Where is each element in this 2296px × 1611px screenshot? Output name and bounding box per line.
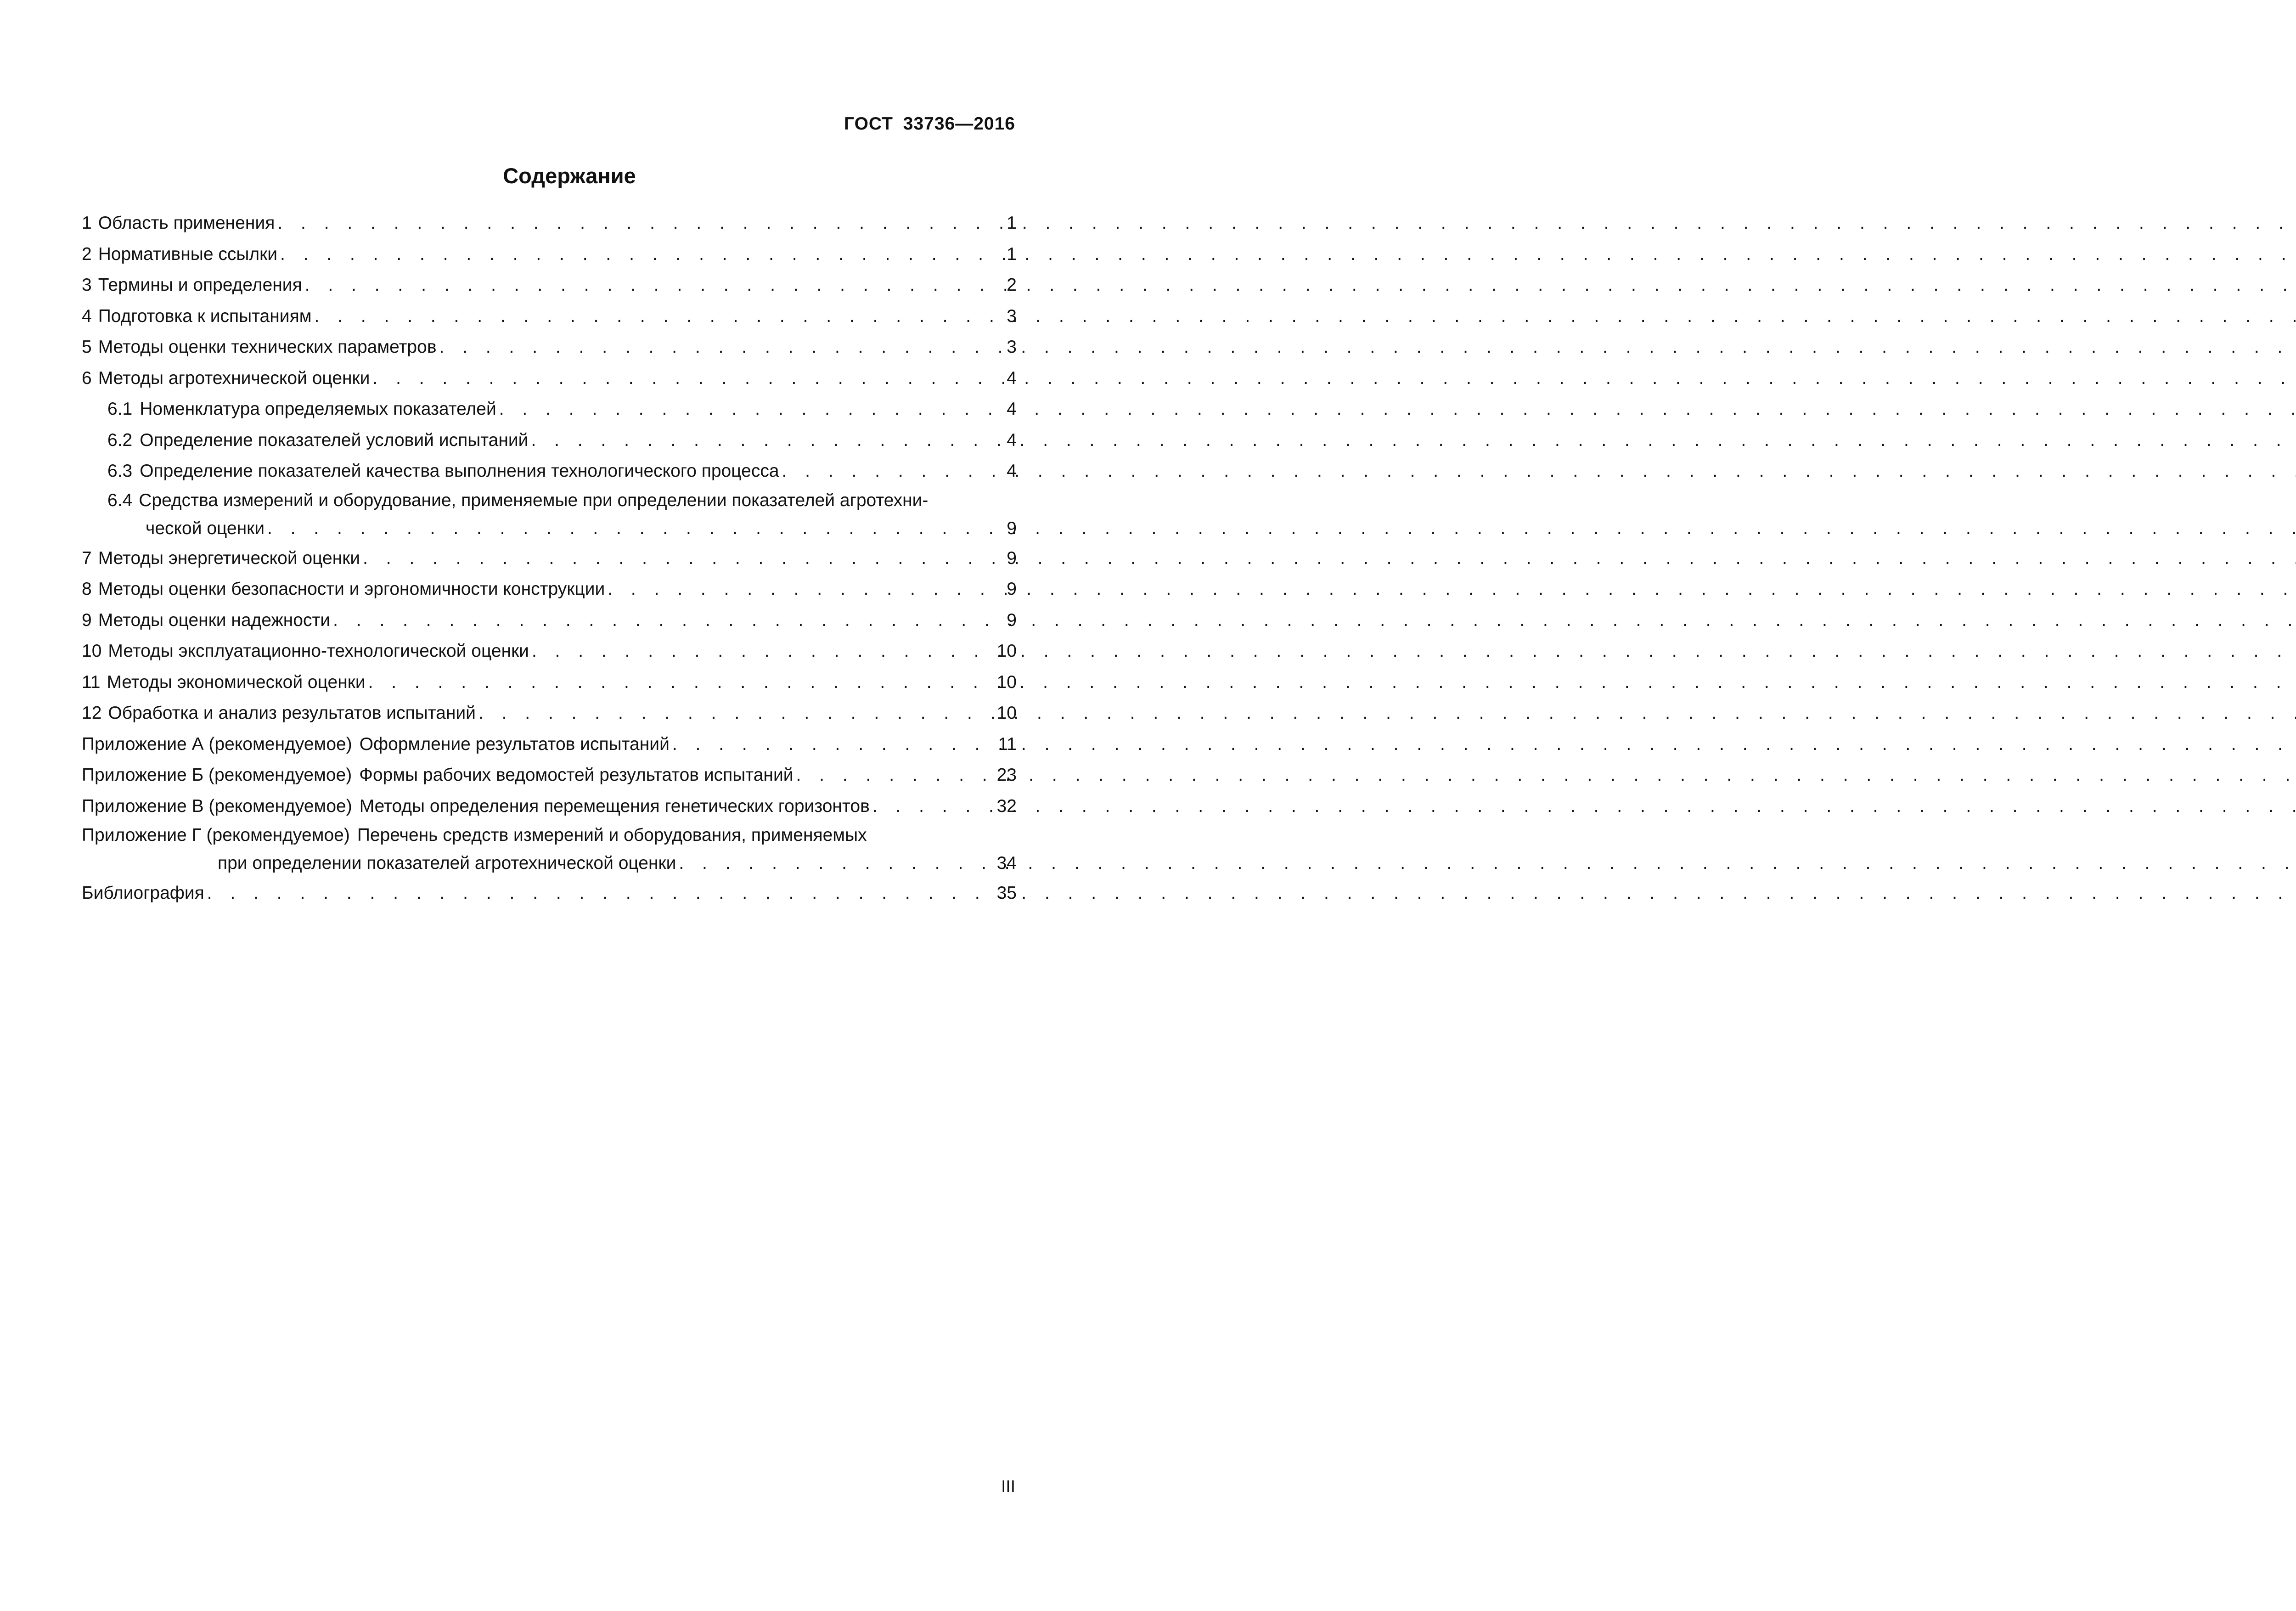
table-of-contents [82, 208, 1017, 909]
toc-entry-number: 8 [82, 579, 92, 599]
toc-entry-6-3[interactable] [82, 456, 1017, 487]
toc-entry-annex-a[interactable] [82, 729, 1017, 760]
toc-entry-number: 5 [82, 337, 92, 357]
toc-entry-5[interactable] [82, 332, 1017, 363]
dot-leader [204, 878, 993, 909]
toc-entry-title-line2: при определении показателей агротехнической оценки [218, 853, 676, 873]
toc-entry-6-4[interactable] [82, 487, 1017, 514]
dot-leader [676, 849, 993, 878]
toc-entry-page: 9 [1007, 579, 1017, 599]
toc-entry-title: Методы агротехнической оценки [98, 368, 370, 388]
toc-entry-page: 11 [998, 734, 1017, 754]
dot-leader [277, 239, 1003, 270]
toc-entry-annex-g[interactable] [82, 822, 1017, 849]
toc-entry-page: 23 [996, 765, 1017, 785]
standard-designation: ГОСТ 33736—2016 [844, 114, 1015, 134]
dot-leader [360, 543, 1003, 574]
toc-entry-page: 3 [1007, 337, 1017, 357]
dot-leader [605, 574, 1003, 605]
dot-leader [870, 791, 993, 822]
toc-entry-page: 35 [996, 883, 1017, 903]
toc-entry-title: Оформление результатов испытаний [359, 734, 670, 754]
toc-entry-number: 10 [82, 641, 102, 661]
toc-entry-3[interactable] [82, 270, 1017, 301]
toc-entry-page: 10 [996, 641, 1017, 661]
toc-entry-number: 11 [82, 672, 101, 692]
dot-leader [302, 270, 1003, 301]
toc-entry-annex-b[interactable] [82, 760, 1017, 791]
toc-entry-page: 2 [1007, 275, 1017, 295]
toc-entry-page: 10 [996, 672, 1017, 692]
toc-entry-page: 9 [1007, 548, 1017, 568]
dot-leader [779, 456, 1003, 487]
toc-entry-title: Методы энергетической оценки [98, 548, 360, 568]
toc-entry-number: 4 [82, 306, 92, 326]
toc-entry-title-line1: Средства измерений и оборудование, применяемые при определении показателей агротехни- [139, 490, 929, 510]
toc-entry-page: 10 [996, 703, 1017, 723]
annex-label: Приложение Г (рекомендуемое) [82, 825, 350, 845]
toc-entry-annex-g-continued[interactable] [82, 849, 1017, 878]
toc-entry-title: Методы оценки надежности [98, 610, 331, 630]
toc-entry-page: 34 [996, 853, 1017, 873]
toc-entry-page: 9 [1007, 610, 1017, 630]
toc-entry-title: Методы экономической оценки [107, 672, 366, 692]
toc-entry-6-1[interactable] [82, 394, 1017, 425]
toc-entry-bibliography[interactable] [82, 878, 1017, 909]
toc-entry-page: 9 [1007, 518, 1017, 538]
dot-leader [793, 760, 993, 791]
toc-entry-title: Область применения [98, 213, 275, 233]
toc-entry-title: Нормативные ссылки [98, 244, 277, 264]
toc-entry-title-line1: Перечень средств измерений и оборудования, применяемых [357, 825, 867, 845]
toc-entry-number: 7 [82, 548, 92, 568]
toc-entry-title: Номенклатура определяемых показателей [140, 399, 496, 419]
dot-leader [437, 332, 1003, 363]
toc-entry-title: Формы рабочих ведомостей результатов испытаний [359, 765, 793, 785]
toc-entry-page: 4 [1007, 430, 1017, 450]
toc-entry-page: 3 [1007, 306, 1017, 326]
toc-entry-title: Обработка и анализ результатов испытаний [108, 703, 476, 723]
toc-entry-number: 6.2 [107, 430, 133, 450]
toc-entry-number: 12 [82, 703, 102, 723]
toc-entry-11[interactable] [82, 667, 1017, 698]
dot-leader [275, 208, 1003, 239]
page-title: Содержание [503, 163, 636, 188]
dot-leader [528, 425, 1003, 456]
toc-entry-page: 4 [1007, 461, 1017, 481]
toc-entry-title: Термины и определения [98, 275, 302, 295]
toc-entry-7[interactable] [82, 543, 1017, 574]
toc-entry-title: Подготовка к испытаниям [98, 306, 312, 326]
annex-label: Приложение А (рекомендуемое) [82, 734, 352, 754]
dot-leader [476, 698, 993, 729]
toc-entry-number: 9 [82, 610, 92, 630]
toc-entry-6[interactable] [82, 363, 1017, 394]
toc-entry-8[interactable] [82, 574, 1017, 605]
toc-entry-number: 6.4 [107, 490, 133, 510]
toc-entry-title: Определение показателей качества выполнения технологического процесса [140, 461, 779, 481]
page-number: III [1001, 1477, 1015, 1496]
dot-leader [496, 394, 1003, 425]
dot-leader [312, 301, 1003, 332]
toc-entry-title: Методы оценки безопасности и эргономичности конструкции [98, 579, 605, 599]
toc-entry-page: 4 [1007, 368, 1017, 388]
toc-entry-title: Методы эксплуатационно-технологической оценки [108, 641, 529, 661]
toc-entry-annex-v[interactable] [82, 791, 1017, 822]
dot-leader [330, 605, 1003, 636]
toc-entry-number: 2 [82, 244, 92, 264]
toc-entry-number: 1 [82, 213, 92, 233]
toc-entry-6-2[interactable] [82, 425, 1017, 456]
toc-entry-page: 32 [996, 796, 1017, 816]
toc-entry-number: 6.1 [107, 399, 133, 419]
toc-entry-title-line2: ческой оценки [146, 518, 264, 538]
toc-entry-number: 3 [82, 275, 92, 295]
dot-leader [529, 636, 993, 667]
toc-entry-title: Методы определения перемещения генетических горизонтов [359, 796, 870, 816]
toc-entry-page: 1 [1007, 213, 1017, 233]
dot-leader [366, 667, 993, 698]
toc-entry-title: Методы оценки технических параметров [98, 337, 437, 357]
toc-entry-9[interactable] [82, 605, 1017, 636]
toc-entry-1[interactable] [82, 208, 1017, 239]
toc-entry-6-4-continued[interactable] [82, 514, 1017, 543]
dot-leader [670, 729, 995, 760]
toc-entry-page: 1 [1007, 244, 1017, 264]
toc-entry-number: 6 [82, 368, 92, 388]
toc-entry-2[interactable] [82, 239, 1017, 270]
dot-leader [264, 514, 1003, 543]
annex-label: Приложение В (рекомендуемое) [82, 796, 352, 816]
toc-entry-page: 4 [1007, 399, 1017, 419]
dot-leader [370, 363, 1003, 394]
toc-entry-10[interactable] [82, 636, 1017, 667]
toc-entry-title: Библиография [82, 883, 204, 903]
toc-entry-title: Определение показателей условий испытаний [140, 430, 529, 450]
annex-label: Приложение Б (рекомендуемое) [82, 765, 352, 785]
toc-entry-12[interactable] [82, 698, 1017, 729]
toc-entry-number: 6.3 [107, 461, 133, 481]
toc-entry-4[interactable] [82, 301, 1017, 332]
